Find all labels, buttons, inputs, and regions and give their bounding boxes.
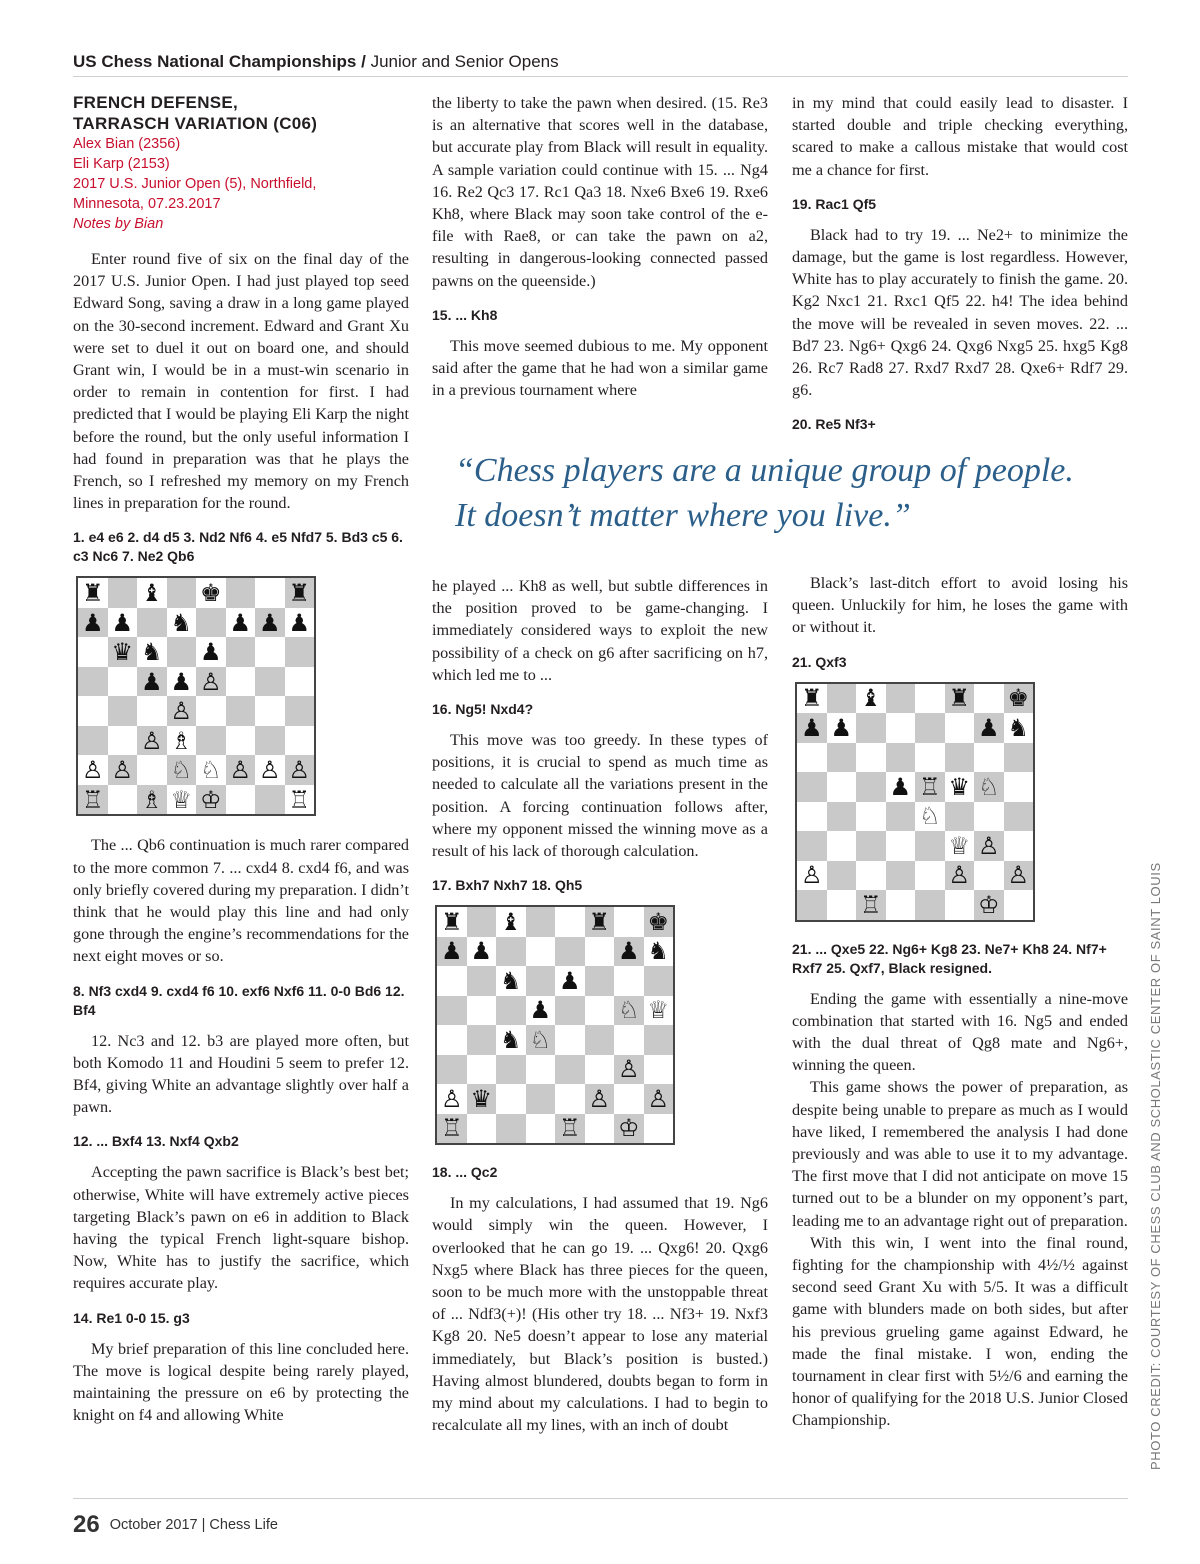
black-player: Eli Karp (2153): [73, 156, 170, 172]
board-square: [827, 831, 857, 861]
white-rook-icon: ♖: [437, 1114, 467, 1144]
black-pawn-icon: ♟: [555, 966, 585, 996]
issue-info: October 2017 | Chess Life: [109, 1517, 278, 1533]
board-square: [827, 684, 857, 714]
white-pawn-icon: ♙: [945, 861, 975, 891]
chess-diagram-1: [76, 576, 316, 816]
black-bishop-icon: ♝: [856, 684, 886, 714]
paragraph: With this win, I went into the final round, fighting for the championship with 4½/½ against second seed Grant Xu with 5/5. It was a difficult game with blunders made on both sides, but after his previous grueling game against Edward, he made the final mistake. I won, ending the tournament in clear first with 5½/6 and earning the honor of qualifying for the 2018 U.S. Junior Closed Championship.: [792, 1233, 1128, 1430]
board-square: [886, 684, 916, 714]
black-pawn-icon: ♟: [467, 937, 497, 967]
board-square: [78, 726, 108, 756]
board-square: [974, 802, 1004, 832]
board-square: [255, 726, 285, 756]
board-square: [108, 785, 138, 815]
paragraph: Black had to try 19. ... Ne2+ to minimize the damage, but the game is lost regardless. However, White has to play accurately to finish the game. 20. Kg2 Nxc1 21. Rxc1 Qf5 22. h4! The idea behind the move will be revealed in seven moves. 22. ... Bd7 23. Ng6+ Qxg6 24. Qxg6 Nxg5 25. hxg5 Kg8 26. Rc7 Rad8 27. Rxd7 Rxd7 28. Qxe6+ Rdf7 29. g6.: [792, 225, 1128, 400]
board-square: [974, 861, 1004, 891]
board-square: [526, 1114, 556, 1144]
move-line: 16. Ng5! Nxd4?: [432, 701, 534, 718]
board-square: [827, 772, 857, 802]
paragraph: Ending the game with essentially a nine-move combination that started with 16. Ng5 and ended with the dual threat of Qg8 mate and Ng6+, winning the queen.: [792, 989, 1128, 1075]
black-pawn-icon: ♟: [614, 937, 644, 967]
black-pawn-icon: ♟: [974, 713, 1004, 743]
page-number: 26: [73, 1511, 100, 1538]
black-knight-icon: ♞: [496, 1025, 526, 1055]
paragraph: 12. Nc3 and 12. b3 are played more often, but both Komodo 11 and Houdini 5 seem to prefer 12. Bf4, giving White an advantage slightly over half a pawn.: [73, 1031, 409, 1117]
board-square: [797, 772, 827, 802]
black-rook-icon: ♜: [945, 684, 975, 714]
board-square: [226, 667, 256, 697]
black-knight-icon: ♞: [496, 966, 526, 996]
white-queen-icon: ♕: [644, 996, 674, 1026]
board-square: [167, 637, 197, 667]
black-queen-icon: ♛: [945, 772, 975, 802]
board-square: [827, 743, 857, 773]
move-line: 12. ... Bxf4 13. Nxf4 Qxb2: [73, 1133, 239, 1150]
board-square: [585, 1055, 615, 1085]
board-square: [886, 743, 916, 773]
move-line: 19. Rac1 Qf5: [792, 195, 877, 212]
board-square: [585, 937, 615, 967]
board-square: [437, 996, 467, 1026]
paragraph: Black’s last-ditch effort to avoid losing his queen. Unluckily for him, he loses the game with or without it.: [792, 574, 1128, 637]
white-player: Alex Bian (2356): [73, 136, 181, 152]
board-square: [196, 726, 226, 756]
board-square: [467, 1055, 497, 1085]
pull-quote: [455, 448, 1135, 538]
board-square: [797, 743, 827, 773]
black-queen-icon: ♛: [108, 637, 138, 667]
board-square: [644, 966, 674, 996]
chess-diagram-2: [435, 905, 675, 1145]
board-square: [226, 696, 256, 726]
header-section: US Chess National Championships /: [73, 52, 366, 71]
black-rook-icon: ♜: [437, 907, 467, 937]
board-square: [496, 937, 526, 967]
board-square: [555, 996, 585, 1026]
black-king-icon: ♚: [196, 578, 226, 608]
board-square: [526, 1084, 556, 1114]
white-rook-icon: ♖: [285, 785, 315, 815]
board-square: [886, 831, 916, 861]
pull-quote-line-1: “Chess players are a unique group of people.: [455, 452, 1074, 489]
board-square: [1004, 743, 1034, 773]
board-square: [945, 743, 975, 773]
board-square: [644, 1114, 674, 1144]
black-pawn-icon: ♟: [78, 608, 108, 638]
paragraph: My brief preparation of this line concluded here. The move is logical despite being rarely played, maintaining the pressure on e6 by protecting the knight on f4 and allowing White: [73, 1339, 409, 1425]
board-square: [255, 578, 285, 608]
game-title-1: FRENCH DEFENSE,: [73, 93, 239, 112]
black-pawn-icon: ♟: [285, 608, 315, 638]
white-pawn-icon: ♙: [226, 755, 256, 785]
black-pawn-icon: ♟: [526, 996, 556, 1026]
white-pawn-icon: ♙: [285, 755, 315, 785]
board-square: [526, 966, 556, 996]
page-footer: [73, 1498, 1128, 1539]
black-pawn-icon: ♟: [797, 713, 827, 743]
board-square: [585, 1025, 615, 1055]
board-square: [285, 696, 315, 726]
white-rook-icon: ♖: [555, 1114, 585, 1144]
move-line: 1. e4 e6 2. d4 d5 3. Nd2 Nf6 4. e5 Nfd7 5. Bd3 c5 6. c3 Nc6 7. Ne2 Qb6: [73, 529, 403, 565]
black-knight-icon: ♞: [167, 608, 197, 638]
board-square: [945, 713, 975, 743]
white-pawn-icon: ♙: [167, 696, 197, 726]
paragraph: The ... Qb6 continuation is much rarer compared to the more common 7. ... cxd4 8. cxd4 f6, and was only briefly covered during my preparation. I didn’t think that he would play this line and had only gone through the engine’s recommendations for the next eight moves or so.: [73, 836, 409, 966]
board-square: [255, 637, 285, 667]
board-square: [585, 1114, 615, 1144]
black-pawn-icon: ♟: [886, 772, 916, 802]
white-knight-icon: ♘: [196, 755, 226, 785]
notes-by: Notes by Bian: [73, 216, 164, 232]
board-square: [437, 966, 467, 996]
event-line-2: Minnesota, 07.23.2017: [73, 196, 221, 212]
white-knight-icon: ♘: [915, 802, 945, 832]
white-rook-icon: ♖: [78, 785, 108, 815]
board-square: [945, 802, 975, 832]
paragraph: In my calculations, I had assumed that 19. Ng6 would simply win the queen. However, I overlooked that he can go 19. ... Qxg6! 20. Qxg6 Nxg5 where Black has three pieces for the queen, soon to be much more with the unstoppable threat of ... Ndf3(+)! (His other try 18. ... Nf3+ 19. Nxf3 Kg8 20. Ne5 doesn’t appear to lose any material immediately, but Black’s position is busted.) Having almost blundered, doubts began to form in my mind about my calculations. I had to begin to recalculate all my lines, with an inch of doubt: [432, 1194, 768, 1435]
paragraph: Accepting the pawn sacrifice is Black’s best bet; otherwise, White will have extremely active pieces targeting Black’s pawn on e6 in addition to Black having the typical French light-square bishop. Now, White has to justify the sacrifice, which requires accurate play.: [73, 1163, 409, 1293]
board-square: [856, 831, 886, 861]
board-square: [467, 907, 497, 937]
board-square: [886, 713, 916, 743]
board-square: [945, 890, 975, 920]
board-square: [496, 996, 526, 1026]
board-square: [137, 696, 167, 726]
board-square: [137, 755, 167, 785]
board-square: [467, 1114, 497, 1144]
black-pawn-icon: ♟: [167, 667, 197, 697]
paragraph: the liberty to take the pawn when desired. (15. Re3 is an alternative that scores well in the database, but accurate play from Black will result in equality. A sample variation could continue with 15. ... Ng4 16. Re2 Qc3 17. Rc1 Qa3 18. Nxe6 Bxe6 19. Rxe6 Kh8, where Black may soon take control of the e-file with Rae8, or can take the pawn on a2, resulting in dangerous-looking connected passed pawns on the queenside.): [432, 94, 768, 290]
move-line: 14. Re1 0-0 15. g3: [73, 1309, 190, 1326]
board-square: [78, 637, 108, 667]
board-square: [886, 861, 916, 891]
photo-credit: PHOTO CREDIT: COURTESY OF CHESS CLUB AND SCHOLASTIC CENTER OF SAINT LOUIS: [1148, 862, 1163, 1470]
board-square: [496, 1055, 526, 1085]
white-knight-icon: ♘: [167, 755, 197, 785]
board-square: [915, 684, 945, 714]
board-square: [526, 937, 556, 967]
move-line: 21. Qxf3: [792, 653, 847, 670]
white-knight-icon: ♘: [526, 1025, 556, 1055]
white-rook-icon: ♖: [915, 772, 945, 802]
board-square: [856, 743, 886, 773]
black-pawn-icon: ♟: [137, 667, 167, 697]
paragraph: This game shows the power of preparation, as despite being unable to prepare as much as I would have liked, I remembered the analysis I had done previously and was able to use it to my advantage. The first move that I did not anticipate on move 15 turned out to be a blunder on my opponent’s part, leading me to an advantage right out of preparation.: [792, 1078, 1128, 1230]
white-pawn-icon: ♙: [255, 755, 285, 785]
board-square: [285, 726, 315, 756]
paragraph: Enter round five of six on the final day of the 2017 U.S. Junior Open. I had just played top seed Edward Song, saving a draw in a long game played on the 30-second increment. Edward and Grant Xu were set to duel it out on board one, and should Grant win, I would be in a must-win scenario in order to remain in contention for first. I had predicted that I would be playing Eli Karp the night before the round, but the only useful information I had found in preparation was that he plays the French, so I refreshed my memory on my French lines in preparation for the round.: [73, 250, 409, 513]
board-square: [797, 831, 827, 861]
board-square: [108, 667, 138, 697]
board-square: [285, 667, 315, 697]
board-square: [1004, 831, 1034, 861]
board-square: [644, 1055, 674, 1085]
black-bishop-icon: ♝: [496, 907, 526, 937]
board-square: [285, 637, 315, 667]
board-square: [255, 785, 285, 815]
board-square: [915, 713, 945, 743]
board-square: [856, 713, 886, 743]
white-pawn-icon: ♙: [196, 667, 226, 697]
black-rook-icon: ♜: [78, 578, 108, 608]
board-square: [614, 966, 644, 996]
move-line: 15. ... Kh8: [432, 306, 498, 323]
board-square: [856, 772, 886, 802]
white-bishop-icon: ♗: [167, 726, 197, 756]
header-subsection: Junior and Senior Opens: [370, 52, 559, 71]
board-square: [467, 1025, 497, 1055]
white-pawn-icon: ♙: [437, 1084, 467, 1114]
board-square: [255, 696, 285, 726]
black-pawn-icon: ♟: [255, 608, 285, 638]
black-pawn-icon: ♟: [196, 637, 226, 667]
white-bishop-icon: ♗: [137, 785, 167, 815]
board-square: [167, 578, 197, 608]
board-square: [974, 743, 1004, 773]
white-king-icon: ♔: [196, 785, 226, 815]
board-square: [526, 1055, 556, 1085]
board-square: [467, 996, 497, 1026]
board-square: [226, 726, 256, 756]
black-pawn-icon: ♟: [226, 608, 256, 638]
white-pawn-icon: ♙: [108, 755, 138, 785]
board-square: [614, 1084, 644, 1114]
chess-diagram-3: [795, 682, 1035, 922]
white-pawn-icon: ♙: [78, 755, 108, 785]
board-square: [797, 890, 827, 920]
board-square: [644, 1025, 674, 1055]
white-queen-icon: ♕: [167, 785, 197, 815]
board-square: [614, 1025, 644, 1055]
white-pawn-icon: ♙: [137, 726, 167, 756]
column-2-top: [432, 92, 768, 401]
column-2-bottom: [432, 575, 768, 1436]
black-queen-icon: ♛: [467, 1084, 497, 1114]
board-square: [108, 696, 138, 726]
white-king-icon: ♔: [614, 1114, 644, 1144]
board-square: [1004, 802, 1034, 832]
column-3-bottom: [792, 572, 1128, 1432]
board-square: [496, 1084, 526, 1114]
move-line: 18. ... Qc2: [432, 1164, 498, 1181]
game-title-2: TARRASCH VARIATION (C06): [73, 114, 318, 133]
board-square: [108, 726, 138, 756]
column-1: [73, 92, 409, 1427]
board-square: [437, 1055, 467, 1085]
black-king-icon: ♚: [644, 907, 674, 937]
move-line: 21. ... Qxe5 22. Ng6+ Kg8 23. Ne7+ Kh8 24. Nf7+ Rxf7 25. Qxf7, Black resigned.: [792, 940, 1107, 976]
black-rook-icon: ♜: [797, 684, 827, 714]
board-square: [827, 890, 857, 920]
board-square: [856, 861, 886, 891]
white-rook-icon: ♖: [856, 890, 886, 920]
board-square: [196, 696, 226, 726]
board-square: [226, 637, 256, 667]
black-bishop-icon: ♝: [137, 578, 167, 608]
board-square: [226, 785, 256, 815]
board-square: [585, 966, 615, 996]
pull-quote-line-2: It doesn’t matter where you live.”: [455, 497, 911, 534]
paragraph: This move seemed dubious to me. My opponent said after the game that he had won a similar game in a previous tournament where: [432, 336, 768, 400]
black-rook-icon: ♜: [285, 578, 315, 608]
board-square: [555, 907, 585, 937]
event-line-1: 2017 U.S. Junior Open (5), Northfield,: [73, 176, 317, 192]
board-square: [555, 937, 585, 967]
paragraph: in my mind that could easily lead to disaster. I started double and triple checking everything, scared to make a callous mistake that would cost me a chance for first.: [792, 94, 1128, 179]
board-square: [797, 802, 827, 832]
paragraph: This move was too greedy. In these types of positions, it is crucial to spend as much time as needed to calculate all the variations present in the position. A forcing continuation follows after, where my opponent missed the winning move as a result of his lack of thorough calculation.: [432, 731, 768, 861]
black-pawn-icon: ♟: [108, 608, 138, 638]
board-square: [614, 907, 644, 937]
board-square: [886, 890, 916, 920]
move-line: 20. Re5 Nf3+: [792, 416, 876, 433]
board-square: [255, 667, 285, 697]
board-square: [915, 861, 945, 891]
board-square: [226, 578, 256, 608]
board-square: [555, 1025, 585, 1055]
black-rook-icon: ♜: [585, 907, 615, 937]
white-pawn-icon: ♙: [585, 1084, 615, 1114]
board-square: [886, 802, 916, 832]
move-line: 17. Bxh7 Nxh7 18. Qh5: [432, 877, 583, 894]
board-square: [585, 996, 615, 1026]
black-knight-icon: ♞: [137, 637, 167, 667]
board-square: [827, 802, 857, 832]
board-square: [467, 966, 497, 996]
board-square: [108, 578, 138, 608]
board-square: [437, 1025, 467, 1055]
white-knight-icon: ♘: [614, 996, 644, 1026]
board-square: [137, 608, 167, 638]
paragraph: he played ... Kh8 as well, but subtle differences in the position proved to be game-changing. I immediately considered ways to exploit the new possibility of a check on g6 after sacrificing on h7, which led me to ...: [432, 577, 768, 684]
white-pawn-icon: ♙: [644, 1084, 674, 1114]
board-square: [555, 1055, 585, 1085]
board-square: [1004, 772, 1034, 802]
black-knight-icon: ♞: [1004, 713, 1034, 743]
board-square: [526, 907, 556, 937]
board-square: [555, 1084, 585, 1114]
column-3-top: [792, 92, 1128, 444]
white-pawn-icon: ♙: [1004, 861, 1034, 891]
board-square: [196, 608, 226, 638]
board-square: [78, 696, 108, 726]
white-pawn-icon: ♙: [614, 1055, 644, 1085]
white-queen-icon: ♕: [945, 831, 975, 861]
board-square: [827, 861, 857, 891]
white-pawn-icon: ♙: [974, 831, 1004, 861]
board-square: [496, 1114, 526, 1144]
white-pawn-icon: ♙: [797, 861, 827, 891]
white-king-icon: ♔: [974, 890, 1004, 920]
board-square: [915, 890, 945, 920]
board-square: [915, 831, 945, 861]
board-square: [974, 684, 1004, 714]
board-square: [856, 802, 886, 832]
black-king-icon: ♚: [1004, 684, 1034, 714]
move-line: 8. Nf3 cxd4 9. cxd4 f6 10. exf6 Nxf6 11. 0-0 Bd6 12. Bf4: [73, 982, 405, 1018]
black-pawn-icon: ♟: [827, 713, 857, 743]
white-knight-icon: ♘: [974, 772, 1004, 802]
black-pawn-icon: ♟: [437, 937, 467, 967]
board-square: [1004, 890, 1034, 920]
running-header: [73, 51, 1128, 77]
black-knight-icon: ♞: [644, 937, 674, 967]
board-square: [915, 743, 945, 773]
board-square: [78, 667, 108, 697]
